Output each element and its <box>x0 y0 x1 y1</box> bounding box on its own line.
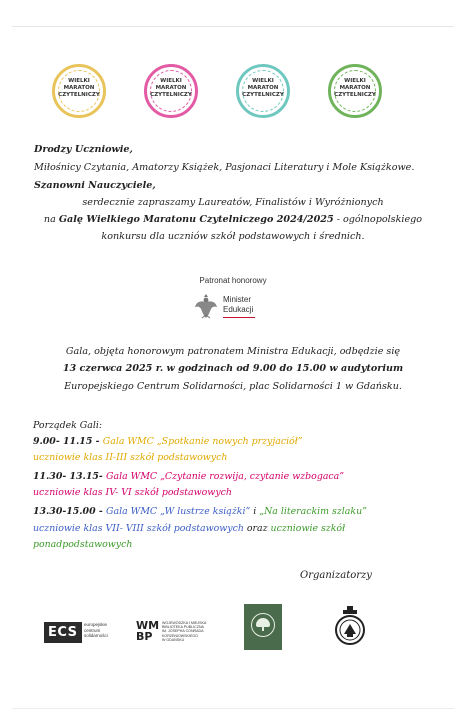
slot-title: Gala WMC „Spotkanie nowych przyjaciół” <box>102 436 303 447</box>
gala-info-line-3: Europejskiego Centrum Solidarności, plac Solidarności 1 w Gdańsku. <box>64 381 402 392</box>
tree-emblem-logo <box>244 604 282 650</box>
wbp-text-5: W GDAŃSKU <box>162 637 185 642</box>
patronage-label: Patronat honorowy <box>199 276 267 285</box>
minister-underline <box>223 317 255 318</box>
stamp-line2: MARATON <box>63 85 95 91</box>
students-line: Miłośnicy Czytania, Amatorzy Książek, Pasjonaci Literatury i Mole Książkowe. <box>34 162 415 173</box>
stamp-line1: WIELKI <box>160 78 182 84</box>
page-top-edge <box>12 26 454 27</box>
students-heading: Drodzy Uczniowie, <box>34 144 133 155</box>
wbp-mark: WM BP <box>136 619 160 643</box>
gala-info-line-2: 13 czerwca 2025 r. w godzinach od 9.00 do 15.00 w audytorium <box>62 363 404 374</box>
wbp-text-4: KORZENIOWSKIEGO <box>162 633 198 638</box>
slot-title-b: „Na literackim szlaku” <box>259 506 367 517</box>
audience-a: uczniowie klas VII- VIII szkół podstawowych <box>33 523 244 534</box>
invite-line-3: konkursu dla uczniów szkół podstawowych i średnich. <box>101 231 365 242</box>
wbp-text-3: IM. JOSEPHA CONRADA <box>162 629 204 634</box>
schedule-slot-3-audience-cont: ponadpodstawowych <box>33 539 133 550</box>
slot-time: 13.30-15.00 - <box>33 506 107 517</box>
slot-title: Gala WMC „Czytanie rozwija, czytanie wzbogaca” <box>106 471 345 482</box>
schedule-slot-2-audience: uczniowie klas IV- VI szkół podstawowych <box>33 487 232 498</box>
stamp-line1: WIELKI <box>252 78 274 84</box>
schedule-slot-3-audience <box>33 521 345 537</box>
gala-info-line-1: Gala, objęta honorowym patronatem Ministra Edukacji, odbędzie się <box>65 346 401 357</box>
organizers-label: Organizatorzy <box>300 570 372 581</box>
ecs-text-2: centrum <box>84 627 101 633</box>
stamp-teal <box>236 64 290 118</box>
stamp-line2: MARATON <box>339 85 371 91</box>
wbp-text-2: BIBLIOTEKA PUBLICZNA <box>162 625 204 630</box>
wbp-library-logo <box>136 620 216 646</box>
gala-name: Galę Wielkiego Maratonu Czytelniczego 2024/2025 <box>58 214 334 225</box>
page-bottom-edge <box>12 708 454 709</box>
invite-prefix: na <box>43 214 59 225</box>
audience-oraz: oraz <box>243 523 271 534</box>
slot-time: 11.30- 13.15- <box>33 471 107 482</box>
teachers-heading: Szanowni Nauczyciele, <box>34 180 156 191</box>
stamp-line3: CZYTELNICZY <box>58 92 100 98</box>
schedule-slot-2 <box>33 469 344 485</box>
ecs-logo <box>44 622 124 644</box>
ecs-text-3: solidarności <box>84 633 108 638</box>
school-crest-logo <box>333 604 367 650</box>
stamp-pink <box>144 64 198 118</box>
wbp-text-1: WOJEWÓDZKA I MIEJSKA <box>162 621 207 625</box>
schedule-slot-3 <box>33 504 367 520</box>
eagle-emblem-icon <box>193 291 219 321</box>
stamp-green <box>328 64 382 118</box>
schedule-slot-1 <box>33 434 303 450</box>
stamp-yellow <box>52 64 106 118</box>
invite-suffix: - ogólnopolskiego <box>333 214 423 225</box>
stamp-line1: WIELKI <box>344 78 366 84</box>
invite-line-2 <box>0 212 466 227</box>
slot-and: i <box>250 506 260 517</box>
stamp-line3: CZYTELNICZY <box>242 92 284 98</box>
stamp-line2: MARATON <box>247 85 279 91</box>
stamp-line1: WIELKI <box>68 78 90 84</box>
stamp-line2: MARATON <box>155 85 187 91</box>
ecs-text-1: europejskie <box>84 622 108 627</box>
slot-time: 9.00- 11.15 - <box>33 436 103 447</box>
ecs-mark: ECS <box>44 622 82 643</box>
minister-logo <box>193 291 273 321</box>
slot-title-a: Gala WMC „W lustrze książki” <box>106 506 251 517</box>
invite-line-1: serdecznie zapraszamy Laureatów, Finalistów i Wyróżnionych <box>82 197 384 208</box>
audience-b: uczniowie szkół <box>270 523 346 534</box>
stamp-line3: CZYTELNICZY <box>150 92 192 98</box>
stamp-line3: CZYTELNICZY <box>334 92 376 98</box>
schedule-heading: Porządek Gali: <box>33 420 103 431</box>
minister-line-1: Minister <box>223 295 252 304</box>
stamps-row <box>52 64 418 126</box>
schedule-slot-1-audience: uczniowie klas II-III szkół podstawowych <box>33 452 228 463</box>
minister-line-2: Edukacji <box>223 305 254 314</box>
